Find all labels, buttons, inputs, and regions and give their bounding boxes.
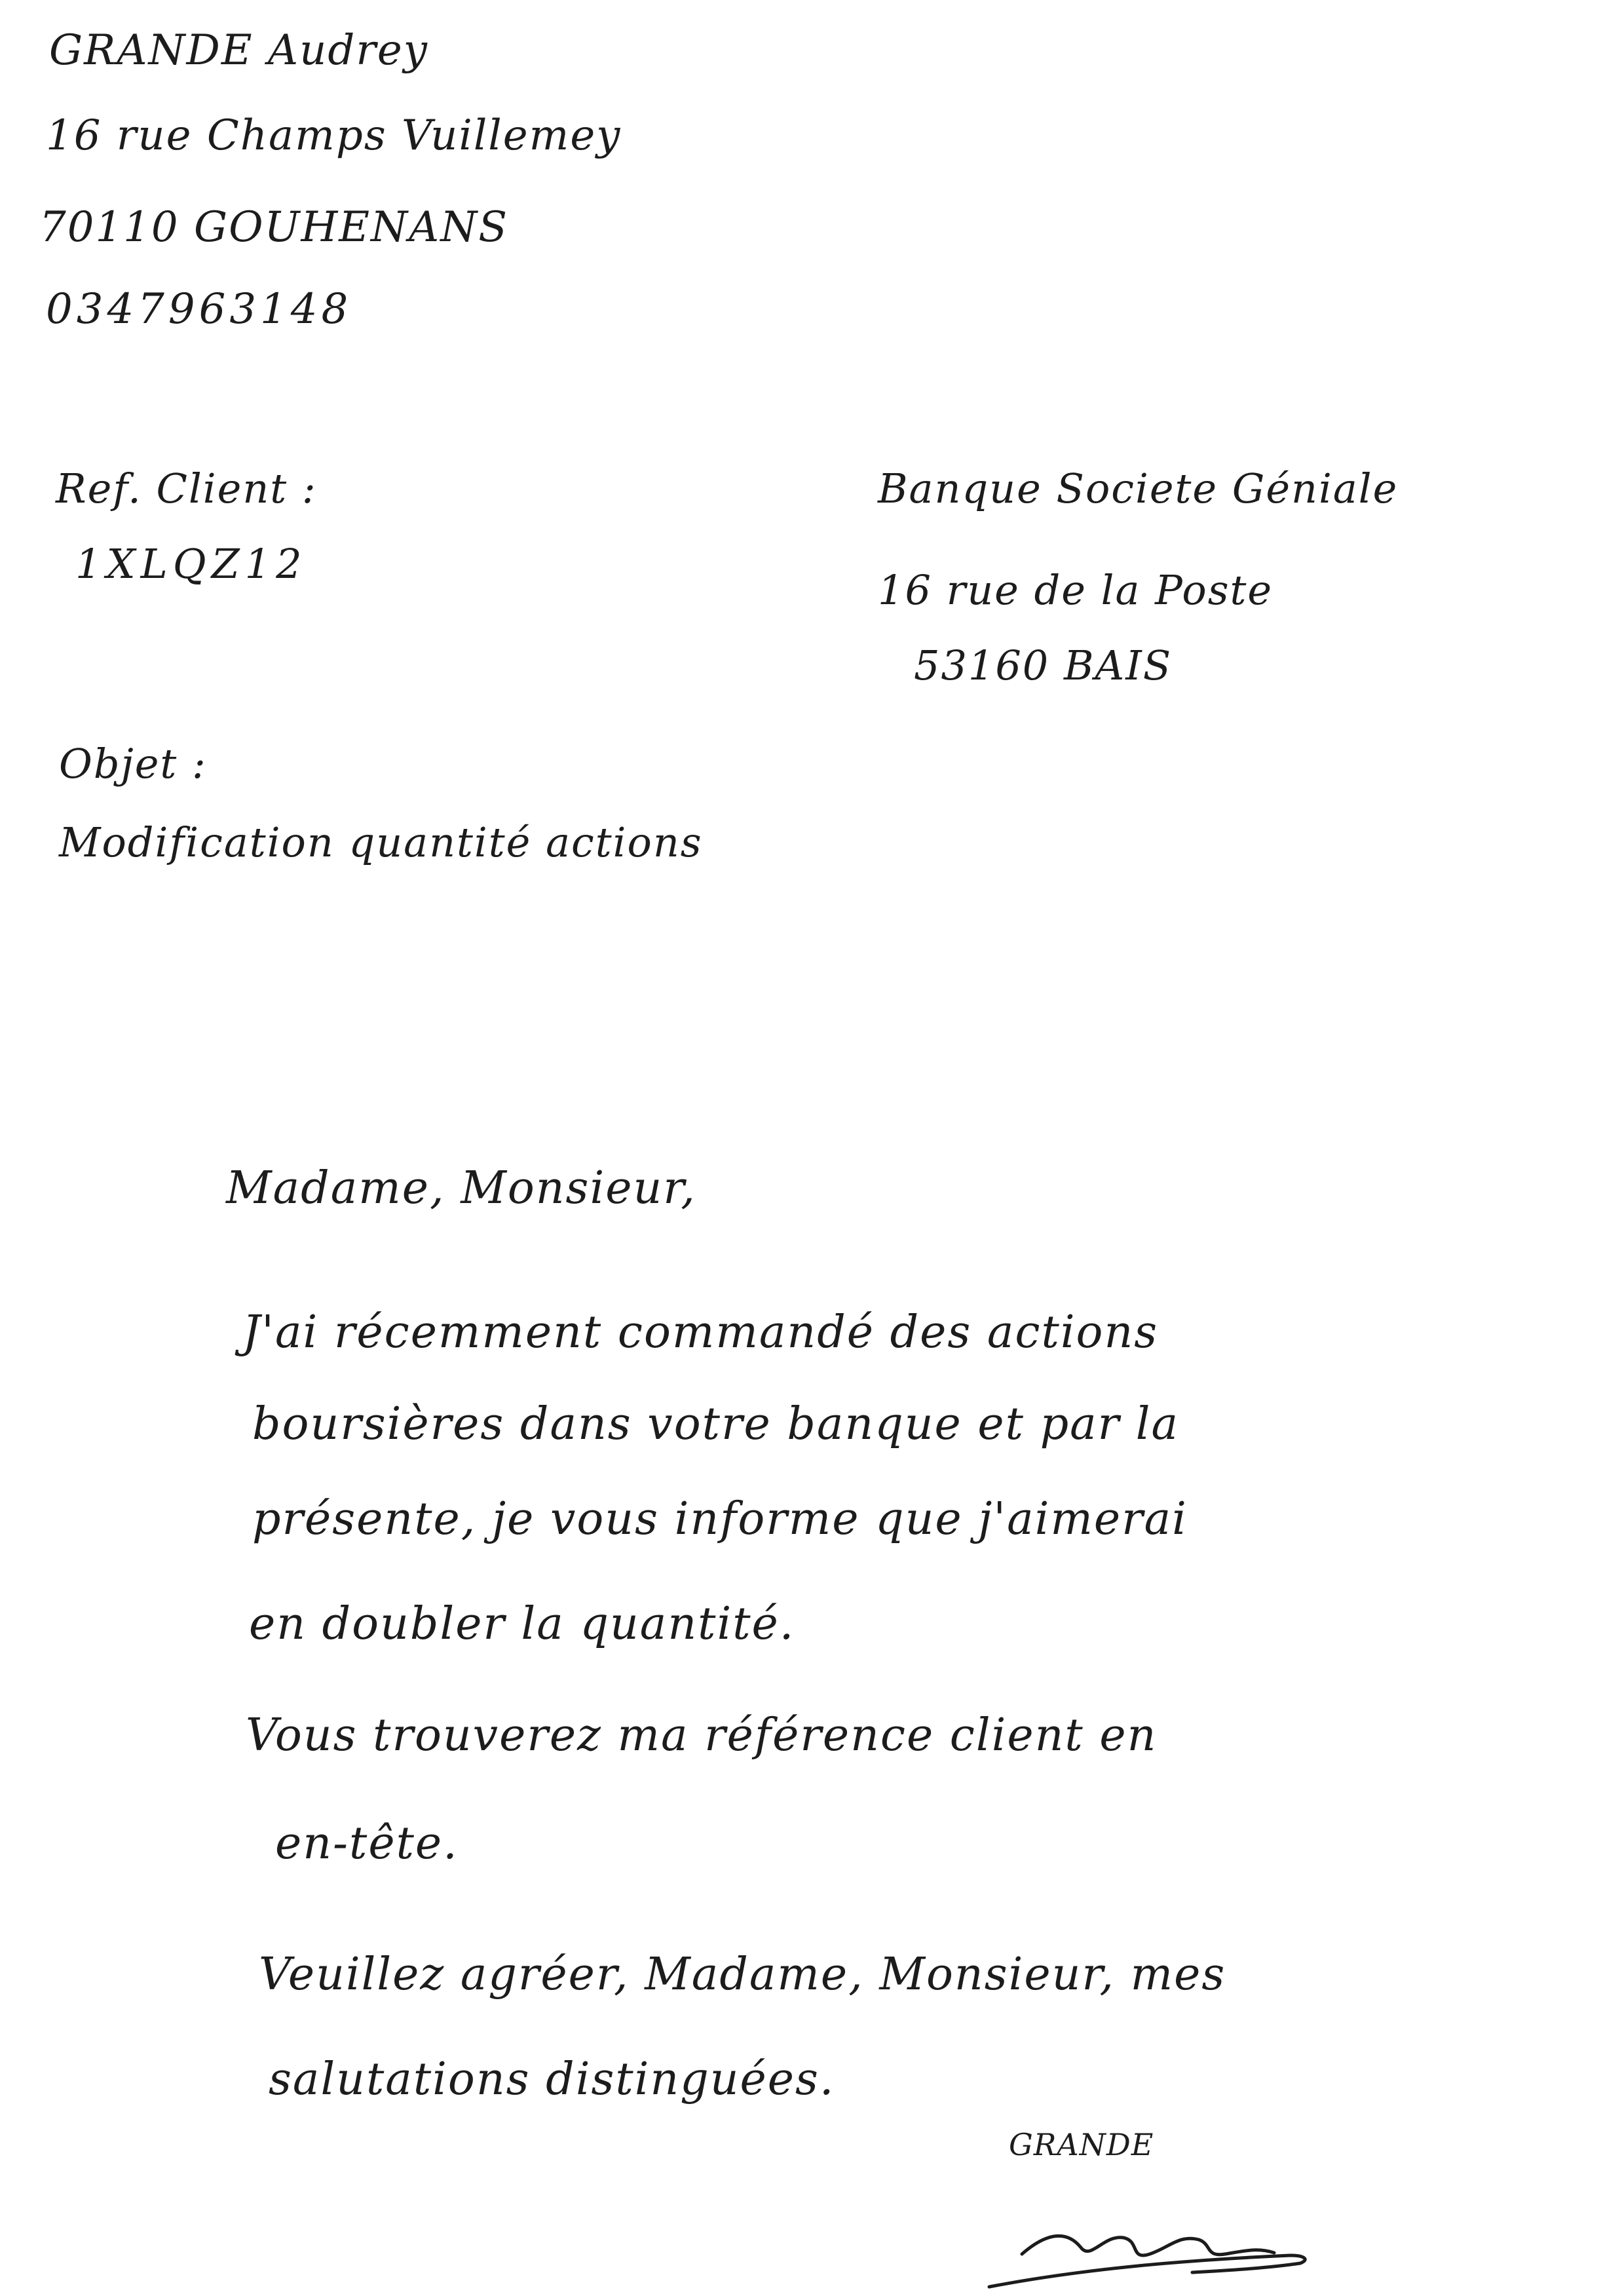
recipient-street: 16 rue de la Poste [878, 566, 1273, 614]
body-line: en-tête. [275, 1818, 459, 1869]
sender-city: 70110 GOUHENANS [39, 203, 509, 252]
recipient-name: Banque Societe Géniale [878, 465, 1399, 512]
body-line: boursières dans votre banque et par la [252, 1398, 1180, 1450]
reference-label: Ref. Client : [56, 465, 317, 512]
signature-scribble [976, 2208, 1317, 2293]
signature-name: GRANDE [1009, 2127, 1154, 2162]
body-line: Vous trouverez ma référence client en [246, 1710, 1158, 1761]
body-line: salutations distinguées. [269, 2054, 835, 2105]
body-line: en doubler la quantité. [249, 1598, 795, 1650]
recipient-city: 53160 BAIS [914, 641, 1173, 689]
body-line: présente, je vous informe que j'aimerai [252, 1493, 1188, 1545]
subject-text: Modification quantité actions [59, 818, 703, 866]
sender-name: GRANDE Audrey [49, 26, 428, 75]
sender-street: 16 rue Champs Vuillemey [46, 111, 622, 160]
subject-label: Objet : [59, 740, 207, 788]
sender-phone: 0347963148 [46, 285, 352, 334]
salutation: Madame, Monsieur, [226, 1162, 696, 1214]
body-line: J'ai récemment commandé des actions [242, 1307, 1159, 1358]
reference-value: 1XLQZ12 [75, 540, 307, 588]
body-line: Veuillez agréer, Madame, Monsieur, mes [259, 1949, 1226, 2000]
